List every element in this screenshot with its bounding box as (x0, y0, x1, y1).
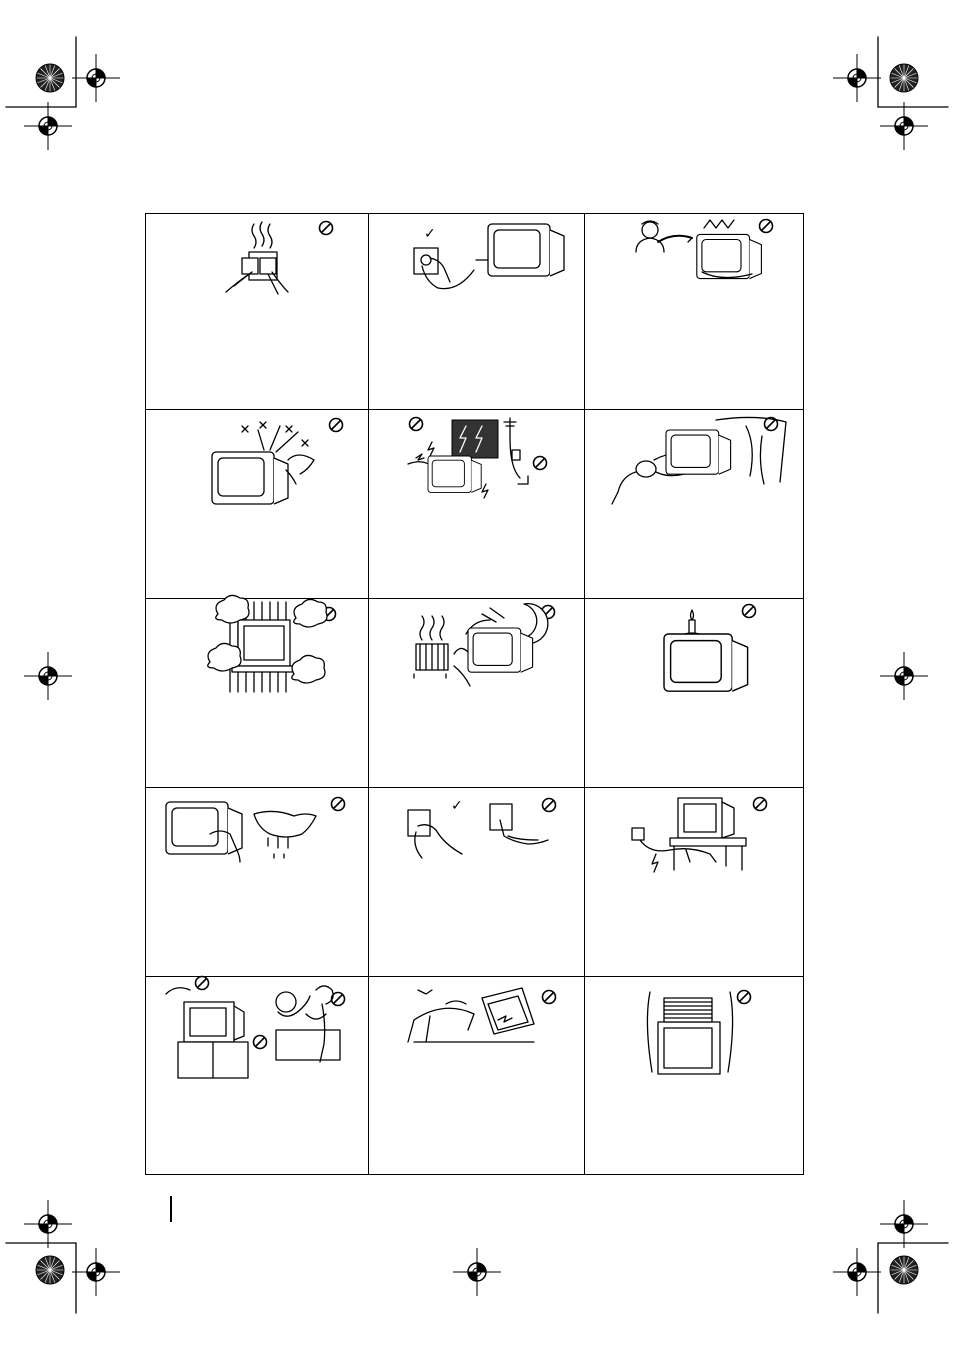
checkmark-icon: ✓ (451, 798, 463, 814)
illustrations-layer (146, 214, 805, 1176)
cell-heat-sun-radiator (414, 604, 555, 686)
prohibited-icon (743, 605, 756, 618)
cell-objects-into-tv (212, 419, 343, 505)
cell-service-tv (636, 220, 773, 279)
safety-illustration-grid (145, 213, 804, 1175)
cell-ventilation-blocked (208, 595, 336, 692)
cell-wet-cloth-cleaning (166, 798, 345, 863)
prohibited-icon (320, 222, 333, 235)
starburst-icon (890, 1256, 918, 1284)
prohibited-icon (534, 457, 547, 470)
page-margin-bar (170, 1196, 172, 1222)
crosshair-icon (24, 1200, 72, 1248)
prohibited-icon (754, 798, 767, 811)
cell-plug-tv (414, 224, 564, 289)
prohibited-icon (738, 991, 751, 1004)
crosshair-icon (880, 1200, 928, 1248)
prohibited-icon (760, 220, 773, 233)
starburst-icon (36, 1256, 64, 1284)
cell-cord-damage (632, 798, 767, 873)
cell-falling-tv (408, 988, 556, 1042)
prohibited-icon (543, 799, 556, 812)
cell-candle-on-tv (664, 605, 756, 692)
crosshair-icon (24, 652, 72, 700)
cell-moisture-kettle (612, 417, 786, 504)
crosshair-icon (72, 54, 120, 102)
prohibited-icon (330, 419, 343, 432)
crosshair-icon (453, 1248, 501, 1296)
cell-lightning-storm (408, 418, 547, 499)
cell-objects-on-tv (647, 991, 750, 1075)
cell-heat-outlet (226, 222, 333, 295)
crosshair-icon (72, 1248, 120, 1296)
crosshair-icon (880, 652, 928, 700)
starburst-icon (890, 64, 918, 92)
crosshair-icon (880, 102, 928, 150)
cell-unplug-correctly (408, 798, 556, 858)
crosshair-icon (24, 102, 72, 150)
prohibited-icon (410, 418, 423, 431)
starburst-icon (36, 64, 64, 92)
prohibited-icon (196, 977, 209, 990)
prohibited-icon (332, 798, 345, 811)
crosshair-icon (833, 1248, 881, 1296)
checkmark-icon: ✓ (424, 226, 436, 242)
prohibited-icon (543, 991, 556, 1004)
cell-climbing-on-tv (166, 977, 345, 1079)
prohibited-icon (254, 1036, 267, 1049)
crosshair-icon (833, 54, 881, 102)
